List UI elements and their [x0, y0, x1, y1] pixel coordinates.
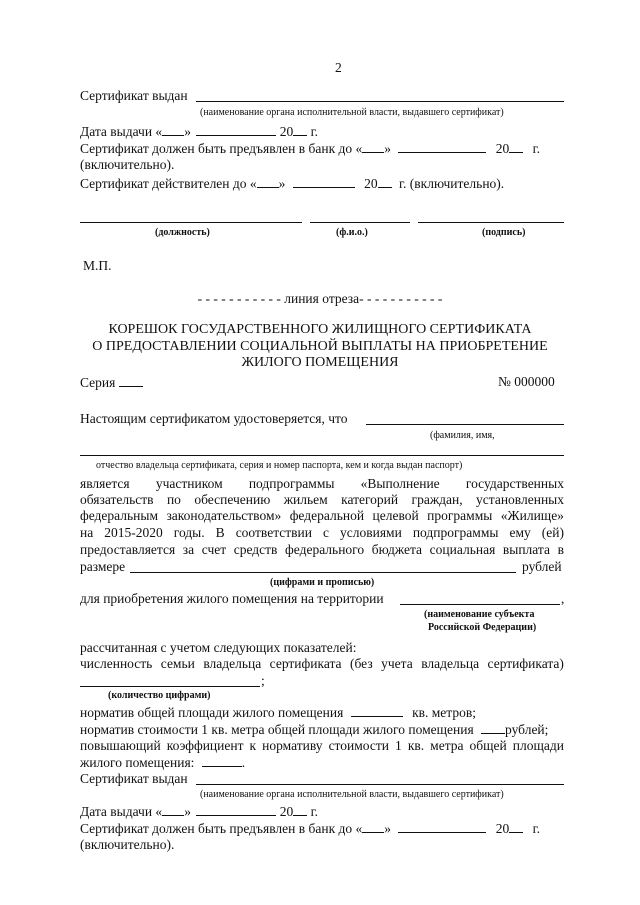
- valid-month-field[interactable]: [293, 175, 355, 188]
- amount-label: размере: [80, 559, 126, 574]
- valid-day-field[interactable]: [257, 175, 279, 188]
- para-line5-word: бюджета: [371, 542, 423, 557]
- para-line2: [80, 492, 564, 508]
- coef-field[interactable]: [202, 754, 242, 767]
- stub-issue-date-line: Дата выдачи « » 20 г.: [80, 804, 318, 819]
- stub-present-date-line: Сертификат должен быть предъявлен в банк до « » 20 г.: [80, 821, 541, 836]
- para-line4-word: (ей): [541, 525, 564, 540]
- present-year-field[interactable]: [509, 140, 523, 153]
- family-line-word: владельца: [203, 656, 262, 671]
- fio-field[interactable]: [310, 222, 410, 223]
- para-line1-word: «Выполнение: [360, 476, 440, 491]
- present-date-line: Сертификат должен быть предъявлен в банк до « » 20 г.: [80, 141, 541, 156]
- stub-issue-year-field[interactable]: [293, 803, 307, 816]
- issue-day-field[interactable]: [162, 123, 184, 136]
- stub-issue-month-field[interactable]: [196, 803, 276, 816]
- coef-line-word: нормативу: [262, 738, 323, 753]
- coef-line-word: повышающий: [80, 738, 161, 753]
- issue-date-line: Дата выдачи « » 20 г.: [80, 124, 318, 139]
- owner-caption: отчество владельца сертификата, серия и номер паспорта, кем и когда выдан паспорт): [96, 460, 463, 471]
- owner-details-field[interactable]: [80, 455, 564, 456]
- para-line4-word: ему: [509, 525, 531, 540]
- position-caption: (должность): [155, 227, 210, 238]
- amount-unit: рублей: [522, 559, 562, 574]
- stub-title-line3: ЖИЛОГО ПОМЕЩЕНИЯ: [241, 355, 399, 370]
- certify-text: Настоящим сертификатом удостоверяется, что: [80, 411, 348, 426]
- family-line-word: сертификата: [269, 656, 342, 671]
- para-line5-word: федерального: [285, 542, 365, 557]
- para-line5-word: средств: [233, 542, 278, 557]
- coef-line-word: коэффициент: [166, 738, 244, 753]
- para-line5-word: за: [182, 542, 195, 557]
- territory-caption1: (наименование субъекта: [424, 609, 535, 620]
- para-line5-word: выплата: [502, 542, 550, 557]
- family-line-word: сертификата): [487, 656, 564, 671]
- family-line-word: (без: [350, 656, 373, 671]
- para-line1-word: является: [80, 476, 130, 491]
- issued-label: Сертификат выдан: [80, 88, 188, 103]
- norm-cost-line: норматив стоимости 1 кв. метра общей площади жилого помещения рублей;: [80, 722, 549, 737]
- para-line5: [80, 542, 564, 558]
- series-line: Серия: [80, 374, 143, 391]
- fio-caption: (ф.и.о.): [336, 227, 368, 238]
- indicators-text: рассчитанная с учетом следующих показателей:: [80, 640, 357, 655]
- territory-caption2: Российской Федерации): [428, 622, 537, 633]
- stub-title-line1: КОРЕШОК ГОСУДАРСТВЕННОГО ЖИЛИЩНОГО СЕРТИФИКАТА: [108, 322, 532, 337]
- coef-line-word: к: [249, 738, 257, 753]
- territory-field[interactable]: [400, 604, 560, 605]
- para-line1: [80, 476, 564, 492]
- issue-year-field[interactable]: [293, 123, 307, 136]
- para-line4-word: на: [80, 525, 94, 540]
- para-line3-word: федеральной: [289, 508, 365, 523]
- coef-line-word: кв.: [407, 738, 425, 753]
- stub-present-day-field[interactable]: [362, 820, 384, 833]
- para-line2-word: категорий: [341, 492, 399, 507]
- family-line-word: учета: [381, 656, 413, 671]
- para-line3-word: федеральным: [80, 508, 159, 523]
- para-line2-word: обязательств: [80, 492, 154, 507]
- valid-date-line: Сертификат действителен до « » 20 г. (включительно).: [80, 176, 505, 191]
- position-field[interactable]: [80, 222, 302, 223]
- coef-line-word: площади: [512, 738, 564, 753]
- owner-name-field[interactable]: [366, 424, 564, 425]
- para-line2-word: установленных: [476, 492, 564, 507]
- family-caption: (количество цифрами): [108, 690, 211, 701]
- cut-line: - - - - - - - - - - - линия отреза- - - - - - - - - - -: [197, 291, 443, 306]
- para-line5-word: в: [557, 542, 564, 557]
- para-line1-word: участником: [155, 476, 223, 491]
- para-line4-word: 2015-2020: [104, 525, 163, 540]
- para-line4-word: соответствии: [235, 525, 312, 540]
- para-line3-word: законодательством»: [166, 508, 282, 523]
- territory-label: для приобретения жилого помещения на территории: [80, 591, 384, 606]
- series-field[interactable]: [119, 374, 143, 387]
- page-number: 2: [335, 60, 342, 75]
- para-line3: [80, 508, 564, 524]
- norm-area-field[interactable]: [351, 704, 403, 717]
- coef-line-word: стоимости: [328, 738, 389, 753]
- amount-field[interactable]: [130, 572, 516, 573]
- para-line2-word: граждан,: [411, 492, 463, 507]
- stub-present-inclusive: (включительно).: [80, 837, 175, 852]
- issued-caption: (наименование органа исполнительной власти, выдавшего сертификат): [200, 107, 504, 118]
- para-line2-word: жильем: [283, 492, 328, 507]
- norm-cost-field[interactable]: [481, 721, 505, 734]
- stub-issued-field[interactable]: [196, 784, 564, 785]
- stub-number: № 000000: [498, 374, 555, 389]
- coef-line-word: общей: [469, 738, 507, 753]
- norm-area-line: норматив общей площади жилого помещения кв. метров;: [80, 705, 476, 720]
- para-line4: [80, 525, 564, 541]
- para-line4-word: подпрограммы: [412, 525, 499, 540]
- family-line-word: владельца: [421, 656, 480, 671]
- family-line-word: численность: [80, 656, 153, 671]
- name-caption: (фамилия, имя,: [430, 430, 495, 441]
- para-line2-word: обеспечению: [194, 492, 271, 507]
- coef-line-word: 1: [395, 738, 402, 753]
- present-day-field[interactable]: [362, 140, 384, 153]
- para-line4-word: с: [322, 525, 329, 540]
- signature-field[interactable]: [418, 222, 564, 223]
- stub-present-year-field[interactable]: [509, 820, 523, 833]
- para-line2-word: по: [166, 492, 181, 507]
- valid-year-field[interactable]: [378, 175, 392, 188]
- stamp-place: М.П.: [83, 258, 112, 273]
- para-line4-word: В: [215, 525, 225, 540]
- para-line3-word: целевой: [372, 508, 419, 523]
- para-line4-word: условиями: [340, 525, 402, 540]
- signature-caption: (подпись): [482, 227, 526, 238]
- para-line5-word: социальная: [429, 542, 496, 557]
- family-line: [80, 656, 564, 672]
- coef-line2: жилого помещения: .: [80, 755, 246, 770]
- coef-line-word: метра: [430, 738, 464, 753]
- family-semicolon: ;: [261, 673, 265, 688]
- present-inclusive: (включительно).: [80, 157, 175, 172]
- stub-title-line2: О ПРЕДОСТАВЛЕНИИ СОЦИАЛЬНОЙ ВЫПЛАТЫ НА ПРИОБРЕТЕНИЕ: [92, 339, 548, 354]
- para-line4-word: годы.: [173, 525, 205, 540]
- family-count-field[interactable]: [80, 686, 260, 687]
- stub-issue-day-field[interactable]: [162, 803, 184, 816]
- territory-comma: ,: [561, 591, 565, 606]
- para-line5-word: предоставляется: [80, 542, 176, 557]
- para-line3-word: программы: [427, 508, 493, 523]
- stub-issued-label: Сертификат выдан: [80, 771, 188, 786]
- para-line3-word: «Жилище»: [500, 508, 564, 523]
- stub-present-month-field[interactable]: [398, 820, 486, 833]
- present-month-field[interactable]: [398, 140, 486, 153]
- issue-month-field[interactable]: [196, 123, 276, 136]
- stub-issued-caption: (наименование органа исполнительной власти, выдавшего сертификат): [200, 789, 504, 800]
- issued-field[interactable]: [196, 101, 564, 102]
- amount-caption: (цифрами и прописью): [270, 577, 375, 588]
- family-line-word: семьи: [160, 656, 195, 671]
- para-line1-word: подпрограммы: [248, 476, 335, 491]
- para-line1-word: государственных: [465, 476, 564, 491]
- coef-line: [80, 738, 564, 754]
- para-line5-word: счет: [201, 542, 227, 557]
